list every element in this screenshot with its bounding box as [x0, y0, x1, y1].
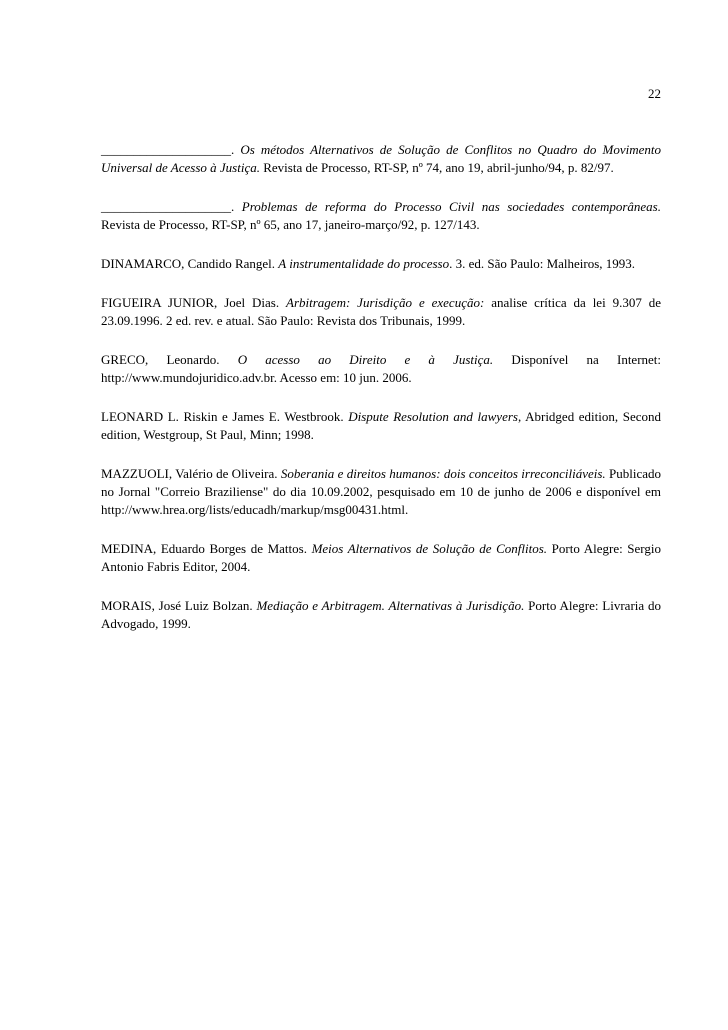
reference-author: DINAMARCO, Candido Rangel. [101, 256, 276, 271]
reference-title: A instrumentalidade do processo [278, 256, 450, 271]
reference-details: Porto Alegre: Sergio Antonio Fabris Editor, 2004. [101, 541, 662, 574]
reference-item [101, 540, 661, 576]
reference-author: GRECO, Leonardo. [101, 352, 220, 367]
reference-item [101, 198, 661, 234]
reference-author: MAZZUOLI, Valério de Oliveira. [101, 466, 278, 481]
reference-author: MORAIS, José Luiz Bolzan. [101, 598, 253, 613]
reference-title: O acesso ao Direito e à Justiça. [237, 352, 494, 367]
reference-title: Os métodos Alternativos de Solução de Conflitos no Quadro do Movimento Universal de Acesso à Justiça. [101, 142, 662, 175]
reference-details: Disponível na Internet: http://www.mundojuridico.adv.br. Acesso em: 10 jun. 2006. [101, 352, 662, 385]
reference-item [101, 408, 661, 444]
page-number: 22 [648, 86, 661, 101]
reference-author: MEDINA, Eduardo Borges de Mattos. [101, 541, 307, 556]
reference-author: LEONARD L. Riskin e James E. Westbrook. [101, 409, 344, 424]
reference-item [101, 294, 661, 330]
reference-list [101, 141, 661, 654]
reference-item [101, 255, 661, 273]
reference-details: Porto Alegre: Livraria do Advogado, 1999. [101, 598, 661, 631]
reference-details: Revista de Processo, RT-SP, nº 74, ano 19, abril-junho/94, p. 82/97. [263, 160, 614, 175]
reference-details: analise crítica da lei 9.307 de 23.09.1996. 2 ed. rev. e atual. São Paulo: Revista dos Tribunais, 1999. [101, 295, 661, 328]
reference-item [101, 465, 661, 519]
reference-title: Mediação e Arbitragem. Alternativas à Jurisdição. [256, 598, 525, 613]
reference-title: Arbitragem: Jurisdição e execução: [286, 295, 485, 310]
reference-details: Revista de Processo, RT-SP, nº 65, ano 17, janeiro-março/92, p. 127/143. [101, 217, 480, 232]
reference-title: Meios Alternativos de Solução de Conflitos. [311, 541, 548, 556]
reference-details: , Abridged edition, Second edition, Westgroup, St Paul, Minn; 1998. [101, 409, 662, 442]
reference-item [101, 351, 661, 387]
reference-title: Dispute Resolution and lawyers [348, 409, 518, 424]
reference-author: FIGUEIRA JUNIOR, Joel Dias. [101, 295, 280, 310]
reference-details: . 3. ed. São Paulo: Malheiros, 1993. [449, 256, 636, 271]
reference-author: ____________________. [101, 142, 235, 157]
reference-author: ____________________. [101, 199, 235, 214]
reference-item [101, 597, 661, 633]
reference-title: Problemas de reforma do Processo Civil nas sociedades contemporâneas. [241, 199, 661, 214]
reference-title: Soberania e direitos humanos: dois conceitos irreconciliáveis. [280, 466, 606, 481]
reference-details: Publicado no Jornal "Correio Braziliense" do dia 10.09.2002, pesquisado em 10 de junho de 2006 e disponível em http://www.hrea.org/lists/educadh/markup/msg00431.html. [101, 466, 661, 517]
reference-item [101, 141, 661, 177]
